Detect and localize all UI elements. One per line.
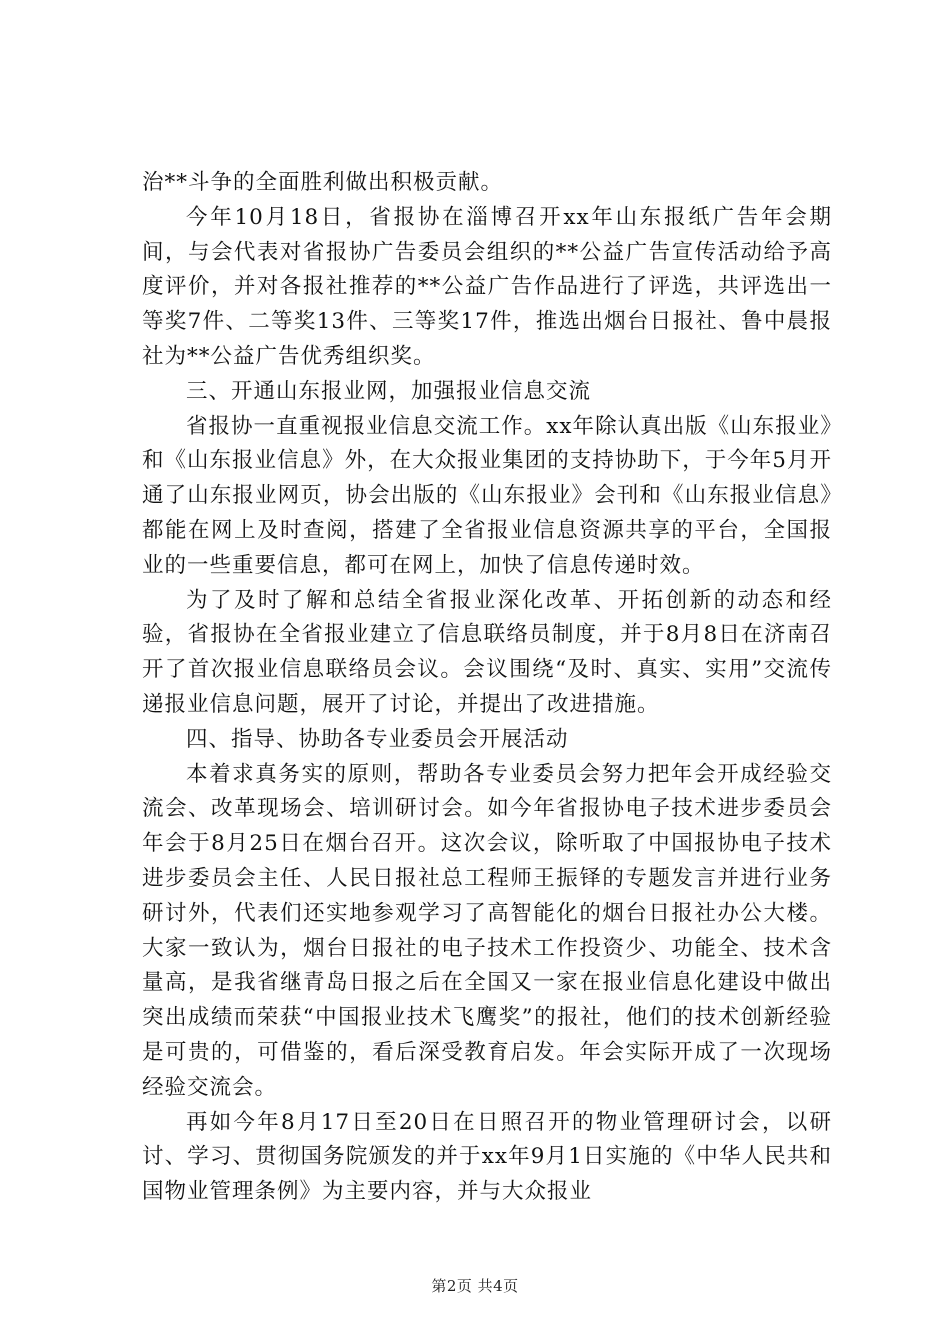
paragraph-2: 今年10月18日，省报协在淄博召开xx年山东报纸广告年会期间，与会代表对省报协广告委员会组织的**公益广告宣传活动给予高度评价，并对各报社推荐的**公益广告作品进行了评选，共评选出一等奖7件、二等奖13件、三等奖17件，推选出烟台日报社、鲁中晨报社为**公益广告优秀组织奖。 [142,204,832,369]
paragraph-4: 省报协一直重视报业信息交流工作。xx年除认真出版《山东报业》和《山东报业信息》外，在大众报业集团的支持协助下，于今年5月开通了山东报业网页，协会出版的《山东报业》会刊和《山东报业信息》都能在网上及时查阅，搭建了全省报业信息资源共享的平台，全国报业的一些重要信息，都可在网上，加快了信息传递时效。 [142,413,832,578]
paragraph-5: 为了及时了解和总结全省报业深化改革、开拓创新的动态和经验，省报协在全省报业建立了信息联络员制度，并于8月8日在济南召开了首次报业信息联络员会议。会议围绕“及时、真实、实用”交流传递报业信息问题，展开了讨论，并提出了改进措施。 [142,587,832,717]
paragraph-8: 再如今年8月17日至20日在日照召开的物业管理研讨会，以研讨、学习、贯彻国务院颁发的并于xx年9月1日实施的《中华人民共和国物业管理条例》为主要内容，并与大众报业 [142,1109,832,1205]
paragraph-1: 治**斗争的全面胜利做出积极贡献。 [142,170,504,195]
paragraph-7: 本着求真务实的原则，帮助各专业委员会努力把年会开成经验交流会、改革现场会、培训研讨会。如今年省报协电子技术进步委员会年会于8月25日在烟台召开。这次会议，除听取了中国报协电子技术进步委员会主任、人民日报社总工程师王振铎的专题发言并进行业务研讨外，代表们还实地参观学习了高智能化的烟台日报社办公大楼。大家一致认为，烟台日报社的电子技术工作投资少、功能全、技术含量高，是我省继青岛日报之后在全国又一家在报业信息化建设中做出突出成绩而荣获“中国报业技术飞鹰奖”的报社，他们的技术创新经验是可贵的，可借鉴的，看后深受教育启发。年会实际开成了一次现场经验交流会。 [142,761,832,1100]
page-footer: 第2页 共4页 [431,1277,519,1295]
document-body [142,166,832,1210]
section-heading-4: 四、指导、协助各专业委员会开展活动 [186,726,569,752]
section-heading-3: 三、开通山东报业网，加强报业信息交流 [186,378,592,404]
